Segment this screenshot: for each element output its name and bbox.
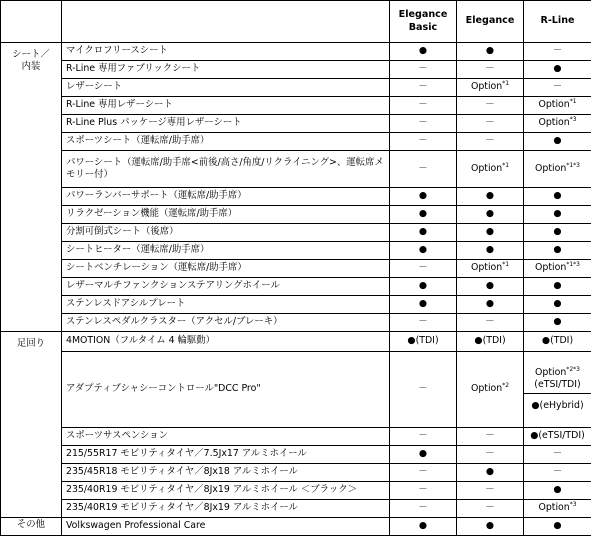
value-cell: Option$^{*3}$ — [524, 500, 591, 518]
header-rline: R-Line — [524, 1, 591, 43]
feature-cell: リラクゼーション機能（運転席/助手席） — [62, 206, 390, 224]
feature-cell: 4MOTION（フルタイム 4 輪駆動） — [62, 332, 390, 352]
feature-cell: 235/45R18 モビリティタイヤ／8Jx18 アルミホイール — [62, 464, 390, 482]
footnote-mark: *1 — [502, 261, 510, 269]
value-cell: － — [524, 464, 591, 482]
table-row — [1, 464, 591, 482]
value-cell: ● — [457, 464, 524, 482]
value-cell: ● — [457, 518, 524, 536]
value-cell: ● — [390, 446, 457, 464]
value-cell: － — [390, 79, 457, 97]
value-cell: ● — [457, 296, 524, 314]
value-cell: － — [390, 428, 457, 446]
value-cell: － — [390, 260, 457, 278]
feature-cell: R-Line 専用ファブリックシート — [62, 61, 390, 79]
feature-cell: Volkswagen Professional Care — [62, 518, 390, 536]
value-cell: Option$^{*1*3}$ — [524, 260, 591, 278]
table-row — [1, 278, 591, 296]
footnote-mark: *2 — [502, 382, 510, 390]
header-feature — [62, 1, 390, 43]
table-row — [1, 242, 591, 260]
footnote-mark: *2*3 — [566, 365, 580, 373]
table-row — [1, 97, 591, 115]
table-row — [1, 61, 591, 79]
value-cell: ● — [390, 518, 457, 536]
value-cell: Option$^{*1*3}$ — [524, 151, 591, 188]
value-cell: ● — [524, 314, 591, 332]
value-cell: － — [390, 464, 457, 482]
header-row — [1, 1, 591, 43]
value-cell: － — [457, 115, 524, 133]
table-row — [1, 332, 591, 352]
feature-cell: アダプティブシャシーコントロール"DCC Pro" — [62, 352, 390, 428]
table-row — [1, 296, 591, 314]
value-cell: － — [390, 115, 457, 133]
value-cell: ● — [390, 43, 457, 61]
value-cell-dcc-rline — [524, 352, 591, 428]
value-cell: Option$^{*1}$ — [457, 260, 524, 278]
feature-cell: シートベンチレーション（運転席/助手席） — [62, 260, 390, 278]
table-row — [1, 518, 591, 536]
value-cell: ● — [390, 206, 457, 224]
feature-cell: スポーツシート（運転席/助手席） — [62, 133, 390, 151]
table-row — [1, 482, 591, 500]
footnote-mark: *3 — [569, 501, 577, 509]
value-cell: － — [457, 314, 524, 332]
table-row — [1, 133, 591, 151]
table-row — [1, 43, 591, 61]
feature-cell: スポーツサスペンション — [62, 428, 390, 446]
value-cell: － — [457, 133, 524, 151]
value-cell: ● — [524, 224, 591, 242]
value-cell: ● — [524, 242, 591, 260]
value-cell: － — [457, 446, 524, 464]
header-elegance: Elegance — [457, 1, 524, 43]
value-cell: － — [390, 500, 457, 518]
category-seat: シート／ 内装 — [1, 43, 62, 332]
value-cell: － — [457, 482, 524, 500]
header-elegance-basic: Elegance Basic — [390, 1, 457, 43]
feature-cell: R-Line 専用レザーシート — [62, 97, 390, 115]
footnote-mark: *1 — [569, 98, 577, 106]
value-cell: ● — [390, 296, 457, 314]
table-row — [1, 260, 591, 278]
feature-cell: マイクロフリースシート — [62, 43, 390, 61]
value-cell: － — [390, 133, 457, 151]
value-cell: Option$^{*1}$ — [457, 79, 524, 97]
value-cell: Option$^{*1}$ — [524, 97, 591, 115]
value-cell: ● — [457, 43, 524, 61]
value-cell: － — [390, 352, 457, 428]
value-cell: ● — [457, 188, 524, 206]
dcc-rline-option: Option$^{*2*3}$ (eTSI/TDI) — [524, 365, 591, 394]
footnote-mark: *1*3 — [566, 261, 580, 269]
value-cell: ● — [524, 278, 591, 296]
value-cell: － — [524, 43, 591, 61]
value-cell: Option$^{*3}$ — [524, 115, 591, 133]
header-blank — [1, 1, 62, 43]
feature-cell: ステンレスペダルクラスター（アクセル/ブレーキ） — [62, 314, 390, 332]
value-cell: － — [457, 97, 524, 115]
value-cell: ● — [390, 242, 457, 260]
value-cell: ● — [390, 224, 457, 242]
value-cell: ● — [524, 206, 591, 224]
feature-cell: レザーマルチファンクションステアリングホイール — [62, 278, 390, 296]
value-cell: ●(TDI) — [524, 332, 591, 352]
footnote-mark: *1 — [502, 80, 510, 88]
value-cell: － — [390, 314, 457, 332]
value-cell: － — [390, 97, 457, 115]
feature-cell: パワーシート（運転席/助手席<前後/高さ/角度/リクライニング>、運転席メモリー付） — [62, 151, 390, 188]
value-cell: － — [457, 428, 524, 446]
value-cell: ● — [457, 206, 524, 224]
table-row — [1, 188, 591, 206]
feature-cell: R-Line Plus パッケージ専用レザーシート — [62, 115, 390, 133]
value-cell: ●(TDI) — [390, 332, 457, 352]
table-row — [1, 446, 591, 464]
dcc-rline-standard: ●(eHybrid) — [531, 400, 584, 412]
value-cell: ● — [524, 133, 591, 151]
feature-cell: 分割可倒式シート（後席） — [62, 224, 390, 242]
table-row — [1, 151, 591, 188]
footnote-mark: *1*3 — [566, 161, 580, 169]
value-cell: － — [457, 500, 524, 518]
value-cell: ● — [524, 61, 591, 79]
value-cell: ● — [457, 242, 524, 260]
value-cell: － — [390, 482, 457, 500]
feature-cell: ステンレスドアシルプレート — [62, 296, 390, 314]
table-row — [1, 314, 591, 332]
footnote-mark: *1 — [502, 161, 510, 169]
value-cell: ● — [524, 188, 591, 206]
table-row — [1, 206, 591, 224]
value-cell: ● — [390, 278, 457, 296]
category-chassis: 足回り — [1, 332, 62, 518]
feature-cell: レザーシート — [62, 79, 390, 97]
value-cell: ●(eTSI/TDI) — [524, 428, 591, 446]
feature-cell: 235/40R19 モビリティタイヤ／8Jx19 アルミホイール ＜ブラック＞ — [62, 482, 390, 500]
feature-cell: 215/55R17 モビリティタイヤ／7.5Jx17 アルミホイール — [62, 446, 390, 464]
value-cell: － — [524, 446, 591, 464]
value-cell: ● — [524, 482, 591, 500]
value-cell: Option$^{*1}$ — [457, 151, 524, 188]
table-row — [1, 79, 591, 97]
value-cell: ● — [524, 518, 591, 536]
feature-cell: 235/40R19 モビリティタイヤ／8Jx19 アルミホイール — [62, 500, 390, 518]
table-row — [1, 115, 591, 133]
table-row — [1, 352, 591, 428]
value-cell: ● — [390, 188, 457, 206]
value-cell: － — [390, 151, 457, 188]
category-other: その他 — [1, 518, 62, 536]
table-row — [1, 500, 591, 518]
value-cell: ● — [457, 224, 524, 242]
table-row — [1, 428, 591, 446]
value-cell: ●(TDI) — [457, 332, 524, 352]
table-row — [1, 224, 591, 242]
value-cell: － — [390, 61, 457, 79]
value-cell: ● — [457, 278, 524, 296]
value-cell: ● — [524, 296, 591, 314]
feature-cell: パワーランバーサポート（運転席/助手席） — [62, 188, 390, 206]
footnote-mark: *3 — [569, 116, 577, 124]
value-cell: － — [524, 79, 591, 97]
value-cell: Option$^{*2}$ — [457, 352, 524, 428]
feature-cell: シートヒーター（運転席/助手席） — [62, 242, 390, 260]
value-cell: － — [457, 61, 524, 79]
